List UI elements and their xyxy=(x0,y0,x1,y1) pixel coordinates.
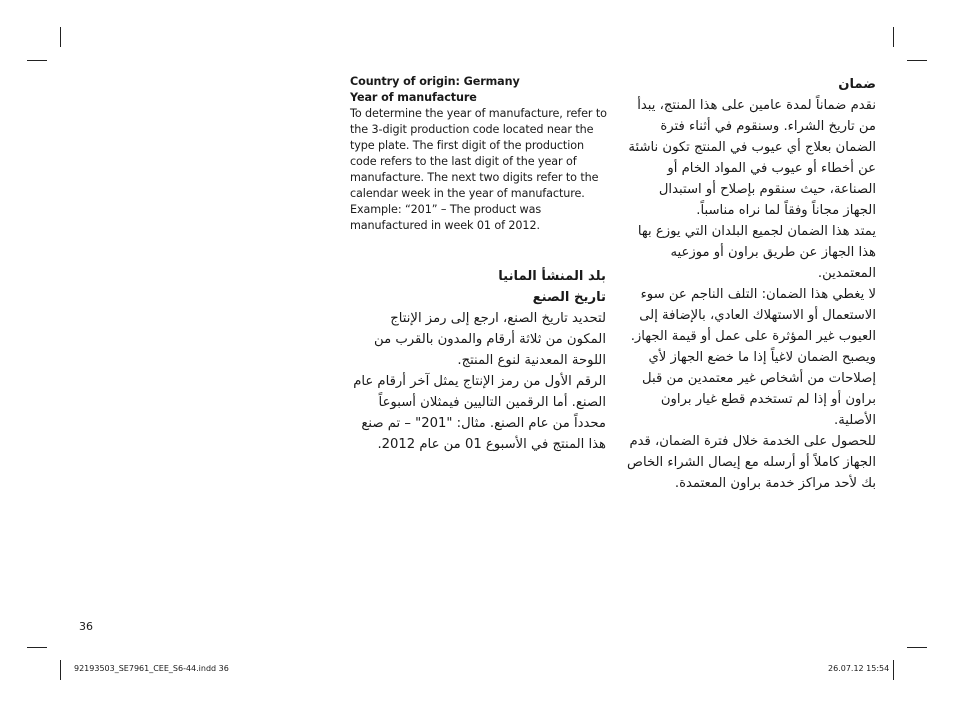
arabic-warranty-para-3: لا يغطي هذا الضمان: التلف الناجم عن سوء الاستعمال أو الاستهلاك العادي، بالإضافة إلى العيوب غير المؤثرة على عمل أو قيمة الجهاز. ويصبح الضمان لاغياً إذا ما خضع الجهاز لأي إصلاحات من أشخاص غير معتمدين من قبل براون أو إذا لم تستخدم قطع غيار براون الأصلية. xyxy=(630,287,876,428)
crop-mark xyxy=(60,27,61,47)
crop-mark xyxy=(27,60,47,61)
year-of-manufacture-heading: Year of manufacture xyxy=(350,91,477,104)
arabic-warranty-para-4: للحصول على الخدمة خلال فترة الضمان، قدم الجهاز كاملاً أو أرسله مع إيصال الشراء الخاص بك لأحد مراكز خدمة براون المعتمدة. xyxy=(627,434,876,491)
country-of-origin: Country of origin: Germany xyxy=(350,75,520,88)
arabic-year-heading: تاريخ الصنع xyxy=(532,290,606,305)
crop-mark xyxy=(893,660,894,680)
arabic-warranty-section xyxy=(626,74,876,494)
crop-mark xyxy=(27,647,47,648)
arabic-year-para-2: الرقم الأول من رمز الإنتاج يمثل آخر أرقام عام الصنع. أما الرقمين التاليين فيمثلان أسبوعاً محدداً من عام الصنع. مثال: "201" – تم صنع هذا المنتج في الأسبوع 01 من عام 2012. xyxy=(353,374,606,452)
year-of-manufacture-body: To determine the year of manufacture, refer to the 3-digit production code located near the type plate. The first digit of the production code refers to the last digit of the year of manufacture. The next two digits refer to the calendar week in the year of manufacture. Example: “201” – The product was manufactured in week 01 of 2012. xyxy=(350,107,607,232)
arabic-warranty-heading: ضمان xyxy=(838,77,876,92)
arabic-year-para-1: لتحديد تاريخ الصنع، ارجع إلى رمز الإنتاج المكون من ثلاثة أرقام والمدون بالقرب من اللوحة المعدنية لنوع المنتج. xyxy=(374,311,606,368)
arabic-origin-section xyxy=(348,266,606,455)
crop-mark xyxy=(907,647,927,648)
footer-date: 26.07.12 15:54 xyxy=(828,664,890,673)
crop-mark xyxy=(907,60,927,61)
page-number: 36 xyxy=(79,620,93,633)
footer-file-info: 92193503_SE7961_CEE_S6-44.indd 36 xyxy=(74,664,229,673)
arabic-country-of-origin: بلد المنشأ المانيا xyxy=(498,269,606,284)
arabic-warranty-para-2: يمتد هذا الضمان لجميع البلدان التي يوزع بها هذا الجهاز عن طريق براون أو موزعيه المعتمدين. xyxy=(637,224,876,281)
crop-mark xyxy=(893,27,894,47)
arabic-warranty-para-1: نقدم ضماناً لمدة عامين على هذا المنتج، يبدأ من تاريخ الشراء. وسنقوم في أثناء فترة الضمان بعلاج أي عيوب في المنتج تكون ناشئة عن أخطاء أو عيوب في المواد الخام أو الصناعة، حيث سنقوم بإصلاح أو استبدال الجهاز مجاناً وفقاً لما نراه مناسباً. xyxy=(628,98,876,218)
crop-mark xyxy=(60,660,61,680)
english-origin-section xyxy=(350,74,612,234)
